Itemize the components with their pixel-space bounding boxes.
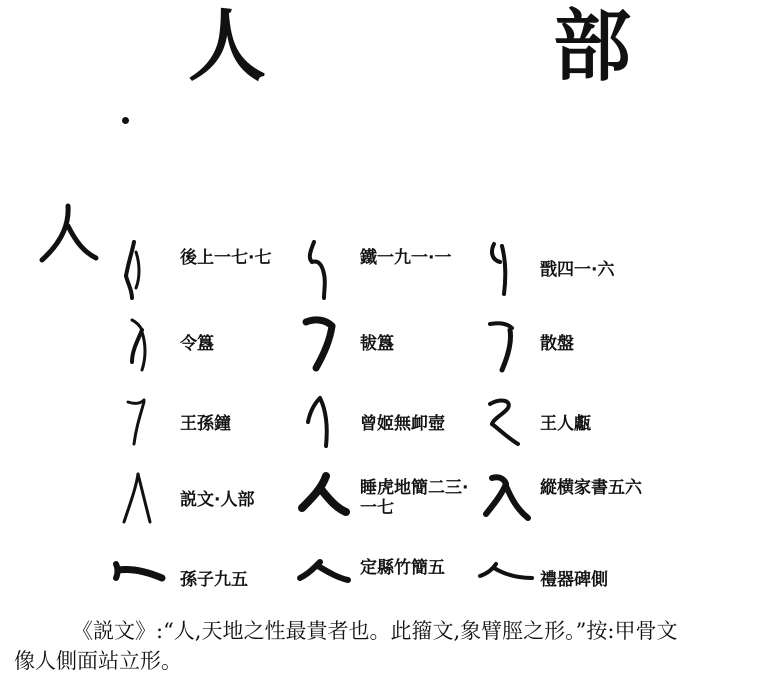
source-label: 睡虎地簡二三·一七 bbox=[360, 478, 469, 518]
list-item bbox=[298, 548, 508, 618]
list-item bbox=[478, 468, 688, 538]
bronze-glyph-2 bbox=[298, 312, 353, 378]
list-item bbox=[478, 238, 688, 308]
source-label: 韨簋 bbox=[360, 334, 394, 354]
list-item bbox=[298, 468, 508, 538]
source-label: 縱横家書五六 bbox=[540, 478, 642, 498]
list-item bbox=[118, 468, 328, 538]
bamboo-glyph-3 bbox=[298, 548, 353, 614]
source-label: 散盤 bbox=[540, 334, 574, 354]
source-label: 説文·人部 bbox=[180, 490, 255, 510]
source-label: 王人甗 bbox=[540, 414, 591, 434]
bronze-glyph-1 bbox=[118, 312, 173, 378]
bronze-glyph-6 bbox=[478, 392, 533, 458]
list-item bbox=[118, 312, 328, 382]
list-item bbox=[298, 238, 508, 308]
clerical-glyph bbox=[478, 548, 533, 614]
source-label: 戬四一·六 bbox=[540, 260, 615, 280]
list-item bbox=[478, 548, 688, 618]
source-label: 曾姬無卹壺 bbox=[360, 414, 445, 434]
source-label: 禮器碑側 bbox=[540, 570, 608, 590]
page-title: 人 部 bbox=[188, 1, 761, 92]
source-label: 鐵一九一·一 bbox=[360, 248, 452, 268]
source-label: 孫子九五 bbox=[180, 570, 248, 590]
oracle-glyph-1 bbox=[118, 238, 173, 304]
list-item bbox=[478, 312, 688, 382]
source-label: 王孫鐘 bbox=[180, 414, 231, 434]
list-item bbox=[118, 392, 328, 462]
list-item bbox=[298, 392, 508, 462]
list-item bbox=[118, 238, 328, 308]
bronze-glyph-4 bbox=[118, 392, 173, 458]
bronze-glyph-5 bbox=[298, 392, 353, 458]
bamboo-glyph-2 bbox=[110, 548, 165, 614]
seal-glyph bbox=[118, 468, 173, 534]
bamboo-glyph-1 bbox=[298, 468, 353, 534]
explanatory-note: 《説文》:“人,天地之性最貴者也。此籀文,象臂脛之形。”按:甲骨文像人側面站立形。 bbox=[14, 619, 678, 673]
list-item bbox=[110, 548, 320, 618]
bronze-glyph-3 bbox=[478, 312, 533, 378]
oracle-glyph-3 bbox=[478, 238, 533, 304]
source-label: 後上一七·七 bbox=[180, 248, 272, 268]
list-item bbox=[478, 392, 688, 462]
oracle-glyph-2 bbox=[298, 238, 353, 304]
source-label: 定縣竹簡五 bbox=[360, 558, 445, 578]
source-label: 令簋 bbox=[180, 334, 214, 354]
list-item bbox=[298, 312, 508, 382]
silk-glyph bbox=[478, 468, 533, 534]
